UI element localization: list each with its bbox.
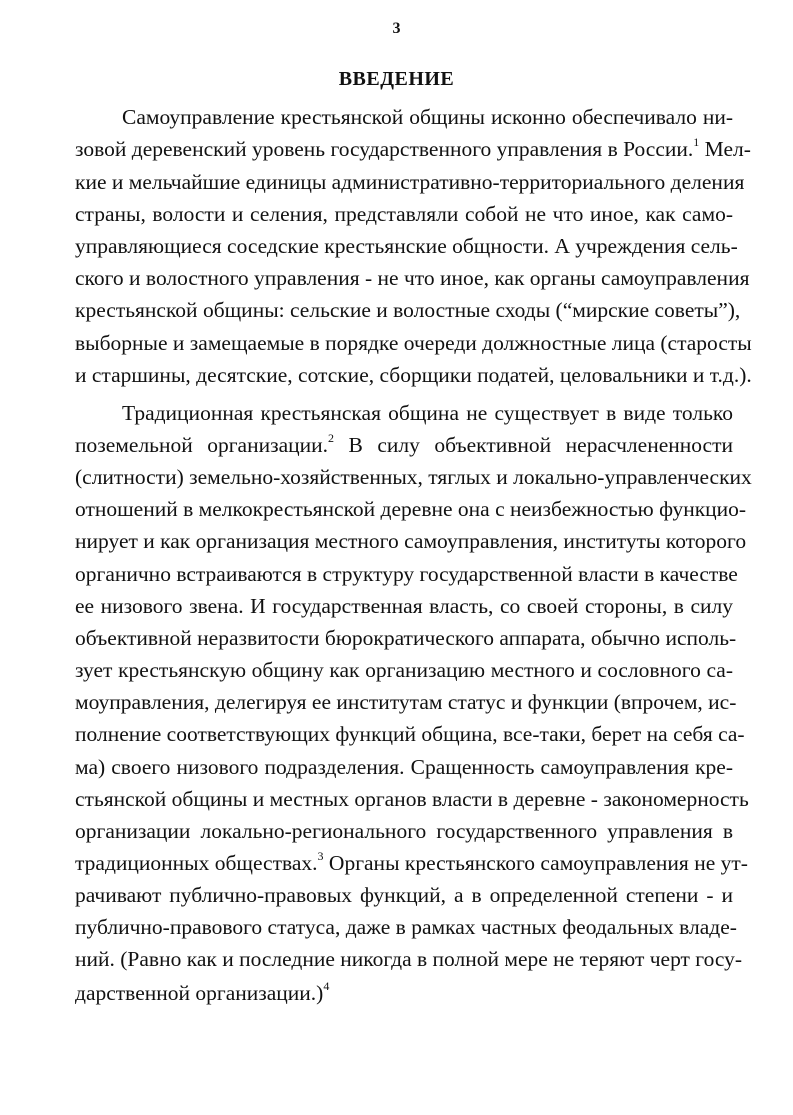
text-line-content: зует крестьянскую общину как организацию местного и сословного са- xyxy=(75,658,733,682)
text-line xyxy=(75,561,738,587)
text-line-content: дарственной организации.) xyxy=(75,981,324,1005)
text-line-content: нирует и как организация местного самоуправления, институты которого xyxy=(75,529,747,553)
footnote-marker: 1 xyxy=(693,134,700,149)
text-line-content: полнение соответствующих функций община, все-таки, берет на себя са- xyxy=(75,722,745,746)
text-line xyxy=(75,362,752,388)
text-line xyxy=(75,233,738,259)
text-line xyxy=(75,848,748,876)
text-line-content: публично-правового статуса, даже в рамках частных феодальных владе- xyxy=(75,915,737,939)
text-line-content: Самоуправление крестьянской общины исконно обеспечивало ни- xyxy=(122,105,733,129)
text-line-content: ма) своего низового подразделения. Сращенность самоуправления кре- xyxy=(75,755,733,779)
footnote-marker: 4 xyxy=(323,978,330,993)
text-line-content: выборные и замещаемые в порядке очереди должностные лица (старосты xyxy=(75,331,752,355)
text-line-content: кие и мельчайшие единицы административно-территориального деления xyxy=(75,170,745,194)
section-title: ВВЕДЕНИЕ xyxy=(338,68,455,90)
text-line xyxy=(122,104,733,130)
text-line xyxy=(75,593,733,619)
text-line xyxy=(75,528,747,554)
text-line-content: ее низового звена. И государственная власть, со своей стороны, в силу xyxy=(75,594,733,618)
text-line xyxy=(75,201,733,227)
text-line-continuation: Мел- xyxy=(699,137,751,161)
text-line-content: органично встраиваются в структуру государственной власти в качестве xyxy=(75,562,738,586)
text-line-content: Традиционная крестьянская община не существует в виде только xyxy=(122,401,733,425)
text-line xyxy=(75,464,752,490)
page-number: 3 xyxy=(392,20,401,37)
text-line xyxy=(75,914,737,940)
text-line-content: зовой деревенский уровень государственного управления в России. xyxy=(75,137,694,161)
text-line-content: ний. (Равно как и последние никогда в полной мере не теряют черт госу- xyxy=(75,947,743,971)
text-line-content: организации локально-регионального государственного управления в xyxy=(75,819,733,843)
text-line-content: рачивают публично-правовых функций, а в определенной степени - и xyxy=(75,883,733,907)
text-line xyxy=(122,400,733,426)
text-line xyxy=(75,625,737,651)
text-line xyxy=(75,134,751,162)
text-line xyxy=(75,496,747,522)
text-line xyxy=(75,432,733,458)
text-line xyxy=(75,980,733,1006)
text-line-content: (слитности) земельно-хозяйственных, тяглых и локально-управленческих xyxy=(75,465,752,489)
text-line-continuation: В силу объективной нерасчлененности xyxy=(334,433,733,457)
text-line-content: стьянской общины и местных органов власти в деревне - закономерность xyxy=(75,787,749,811)
text-line xyxy=(75,818,733,844)
text-line-content: моуправления, делегируя ее институтам статус и функции (впрочем, ис- xyxy=(75,690,737,714)
text-line-content: и старшины, десятские, сотские, сборщики податей, целовальники и т.д.). xyxy=(75,363,752,387)
text-line-content: отношений в мелкокрестьянской деревне она с неизбежностью функцио- xyxy=(75,497,747,521)
text-line xyxy=(75,721,745,747)
text-line-content: традиционных обществах. xyxy=(75,851,318,875)
text-line-content: объективной неразвитости бюрократического аппарата, обычно исполь- xyxy=(75,626,737,650)
footnote-marker: 2 xyxy=(328,430,335,445)
text-line xyxy=(75,330,752,356)
text-line-content: управляющиеся соседские крестьянские общности. А учреждения сель- xyxy=(75,234,738,258)
text-line-content: крестьянской общины: сельские и волостные сходы (“мирские советы”), xyxy=(75,298,741,322)
text-line-content: страны, волости и селения, представляли собой не что иное, как само- xyxy=(75,202,733,226)
text-line-continuation: Органы крестьянского самоуправления не ут- xyxy=(323,851,748,875)
text-line xyxy=(75,657,733,683)
text-line xyxy=(75,297,741,323)
text-line xyxy=(75,754,733,780)
text-line xyxy=(75,265,750,291)
text-line xyxy=(75,882,733,908)
text-line xyxy=(75,946,743,972)
text-line xyxy=(75,786,749,812)
text-line xyxy=(75,169,745,195)
text-line xyxy=(75,689,737,715)
footnote-marker: 3 xyxy=(317,848,324,863)
text-line-content: ского и волостного управления - не что иное, как органы самоуправления xyxy=(75,266,750,290)
text-line-content: поземельной организации. xyxy=(75,433,329,457)
